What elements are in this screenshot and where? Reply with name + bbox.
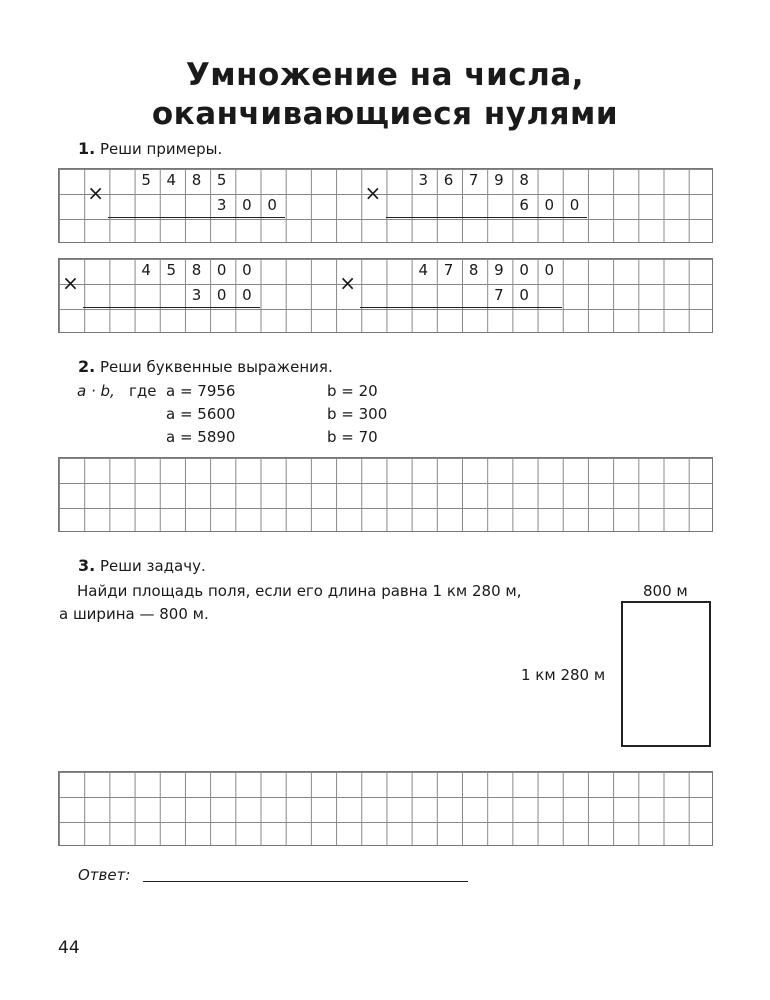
task2-label: Реши буквенные выражения. [100,358,333,376]
field-rectangle [621,601,711,747]
grid-task3 [58,771,713,846]
a-value-1: a = 7956 [166,382,236,400]
multiply-sign-icon: × [62,270,79,295]
multiply-sign-icon: × [339,270,357,295]
b-value-1: b = 20 [327,382,378,400]
multiplicand-digit: 4 [166,171,177,189]
multiplicand-digit: 8 [468,261,479,279]
multiplier-digit: 0 [519,286,529,304]
grid-task1-row2 [58,258,713,333]
multiplicand-digit: 0 [242,261,252,279]
task1-label: Реши примеры. [100,140,223,158]
expression: a · b, [77,382,115,400]
result-underline [386,217,588,218]
page-title-line1: Умножение на числа, [185,57,585,93]
multiplicand-digit: 8 [191,171,202,189]
multiplicand-digit: 4 [418,261,429,279]
multiplier-digit: 7 [494,286,504,304]
where-label: где [129,382,157,400]
multiplicand-digit: 4 [141,261,151,279]
multiply-sign-icon: × [87,180,105,205]
rect-width-label: 800 м [643,582,688,600]
multiplicand-digit: 7 [443,261,454,279]
multiplicand-digit: 3 [418,171,429,189]
multiplier-digit: 0 [267,196,277,214]
multiplier-digit: 0 [216,286,227,304]
task1-heading [78,139,222,158]
multiplier-digit: 0 [242,196,252,214]
result-underline [108,217,284,218]
multiplier-digit: 0 [242,286,252,304]
b-value-3: b = 70 [327,428,378,446]
b-value-2: b = 300 [327,405,388,423]
multiplicand-digit: 5 [166,261,177,279]
page-number: 44 [58,938,80,958]
multiplicand-digit: 5 [141,171,151,189]
rect-length-label: 1 км 280 м [521,666,606,684]
multiplier-digit: 3 [216,196,227,214]
a-value-2: a = 5600 [166,405,236,423]
multiplier-digit: 0 [544,196,555,214]
multiplicand-digit: 5 [216,171,227,189]
problem-text-line1: Найди площадь поля, если его длина равна 1 км 280 м, [77,582,522,600]
multiplicand-digit: 8 [191,261,202,279]
task3-heading [78,556,206,575]
task2-heading [78,357,333,376]
multiply-sign-icon: × [364,180,382,205]
result-underline [360,307,562,308]
multiplicand-digit: 6 [443,171,454,189]
multiplicand-digit: 9 [494,261,504,279]
multiplicand-digit: 0 [519,261,529,279]
multiplicand-digit: 8 [519,171,529,189]
grid-task2 [58,457,713,532]
multiplicand-digit: 0 [216,261,227,279]
multiplier-digit: 3 [191,286,202,304]
task2-number: 2. [78,357,96,376]
page-title-line2: оканчивающиеся нулями [151,96,619,132]
answer-label: Ответ: [78,866,131,884]
grid-task1-row1 [58,168,713,243]
multiplier-digit: 0 [569,196,580,214]
multiplier-digit: 6 [519,196,529,214]
multiplicand-digit: 9 [494,171,504,189]
problem-text-line2: а ширина — 800 м. [59,605,209,623]
answer-line[interactable] [143,881,468,882]
multiplicand-digit: 0 [544,261,555,279]
task3-number: 3. [78,556,96,575]
task3-label: Реши задачу. [100,557,206,575]
result-underline [83,307,259,308]
a-value-3: a = 5890 [166,428,236,446]
task1-number: 1. [78,139,96,158]
multiplicand-digit: 7 [468,171,479,189]
